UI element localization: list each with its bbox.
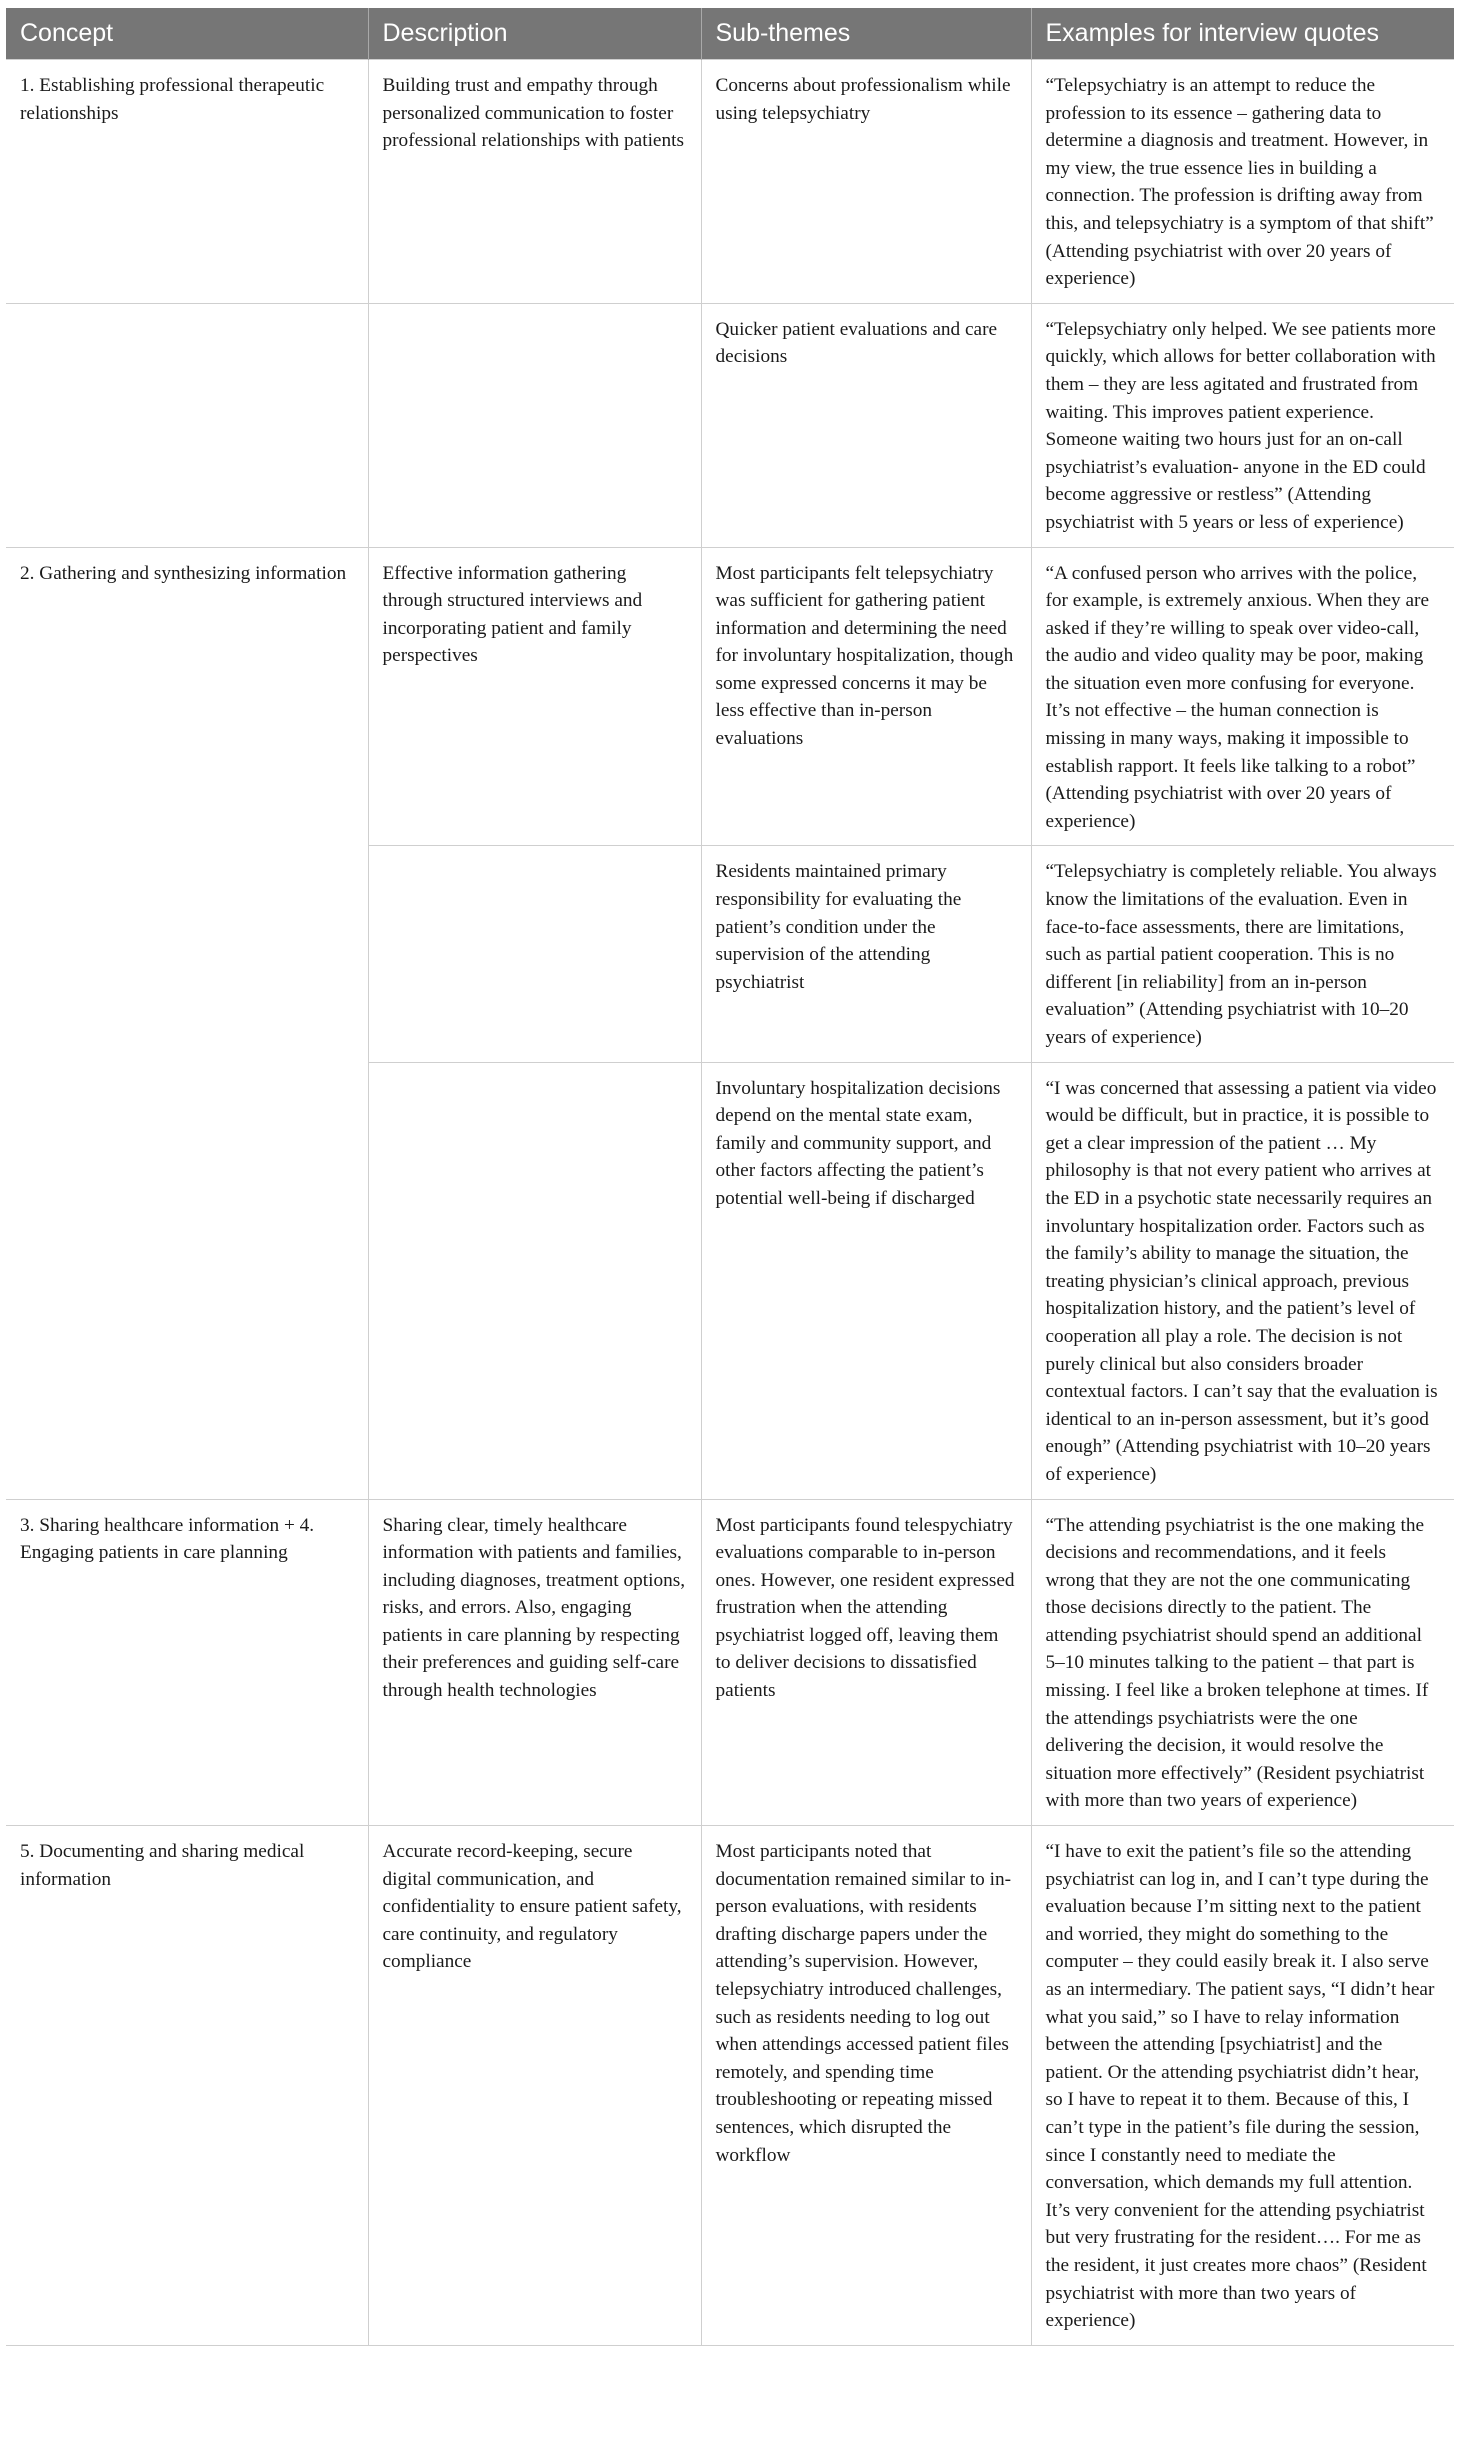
subtheme-cell: Most participants noted that documentation remained similar to in-person evaluations, with residents drafting discharge papers under the attending’s supervision. However, telepsychiatry introduced challenges, such as residents needing to log out when attendings accessed patient files remotely, and spending time troubleshooting or repeating missed sentences, which disrupted the workflow <box>701 1826 1031 2346</box>
table-header <box>6 8 1454 60</box>
header-sub-themes: Sub-themes <box>701 8 1031 60</box>
description-cell <box>368 303 701 547</box>
description-cell <box>368 846 701 1062</box>
concept-cell: 5. Documenting and sharing medical information <box>6 1826 368 2346</box>
subtheme-cell: Most participants found telespychiatry evaluations comparable to in-person ones. However, one resident expressed frustration when the attending psychiatrist logged off, leaving them to deliver decisions to dissatisfied patients <box>701 1499 1031 1826</box>
subtheme-cell: Involuntary hospitalization decisions depend on the mental state exam, family and community support, and other factors affecting the patient’s potential well-being if discharged <box>701 1062 1031 1499</box>
concept-cell: 1. Establishing professional therapeutic relationships <box>6 60 368 304</box>
concept-cell <box>6 1062 368 1499</box>
description-cell: Sharing clear, timely healthcare information with patients and families, including diagnoses, treatment options, risks, and errors. Also, engaging patients in care planning by respecting their preferences and guiding self-care through health technologies <box>368 1499 701 1826</box>
subtheme-cell: Concerns about professionalism while using telepsychiatry <box>701 60 1031 304</box>
subtheme-cell: Residents maintained primary responsibility for evaluating the patient’s condition under the supervision of the attending psychiatrist <box>701 846 1031 1062</box>
concept-cell <box>6 846 368 1062</box>
header-description: Description <box>368 8 701 60</box>
themes-table <box>6 8 1454 2346</box>
quote-cell: “I was concerned that assessing a patient via video would be difficult, but in practice, it is possible to get a clear impression of the patient … My philosophy is that not every patient who arrives at the ED in a psychotic state necessarily requires an involuntary hospitalization order. Factors such as the family’s ability to manage the situation, the treating physician’s clinical approach, previous hospitalization history, and the patient’s level of cooperation all play a role. The decision is not purely clinical but also considers broader contextual factors. I can’t say that the evaluation is identical to an in-person assessment, but it’s good enough” (Attending psychiatrist with 10–20 years of experience) <box>1031 1062 1454 1499</box>
quote-cell: “I have to exit the patient’s file so the attending psychiatrist can log in, and I can’t type during the evaluation because I’m sitting next to the patient and worried, they might do something to the computer – they could easily break it. I also serve as an intermediary. The patient says, “I didn’t hear what you said,” so I have to relay information between the attending [psychiatrist] and the patient. Or the attending psychiatrist didn’t hear, so I have to repeat it to them. Because of this, I can’t type in the patient’s file during the session, since I constantly need to mediate the conversation, which demands my full attention. It’s very convenient for the attending psychiatrist but very frustrating for the resident…. For me as the resident, it just creates more chaos” (Resident psychiatrist with more than two years of experience) <box>1031 1826 1454 2346</box>
quote-cell: “The attending psychiatrist is the one making the decisions and recommendations, and it feels wrong that they are not the one communicating those decisions directly to the patient. The attending psychiatrist should spend an additional 5–10 minutes talking to the patient – that part is missing. I feel like a broken telephone at times. If the attendings psychiatrists were the one delivering the decision, it would resolve the situation more effectively” (Resident psychiatrist with more than two years of experience) <box>1031 1499 1454 1826</box>
header-row <box>6 8 1454 60</box>
table-row <box>6 60 1454 304</box>
description-cell: Accurate record-keeping, secure digital communication, and confidentiality to ensure patient safety, care continuity, and regulatory compliance <box>368 1826 701 2346</box>
table-row <box>6 1826 1454 2346</box>
quote-cell: “Telepsychiatry is an attempt to reduce the profession to its essence – gathering data to determine a diagnosis and treatment. However, in my view, the true essence lies in building a connection. The profession is drifting away from this, and telepsychiatry is a symptom of that shift” (Attending psychiatrist with over 20 years of experience) <box>1031 60 1454 304</box>
table-body <box>6 60 1454 2346</box>
concept-cell: 2. Gathering and synthesizing information <box>6 547 368 846</box>
concept-cell: 3. Sharing healthcare information + 4. Engaging patients in care planning <box>6 1499 368 1826</box>
table-row <box>6 846 1454 1062</box>
quote-cell: “Telepsychiatry only helped. We see patients more quickly, which allows for better collaboration with them – they are less agitated and frustrated from waiting. This improves patient experience. Someone waiting two hours just for an on-call psychiatrist’s evaluation- anyone in the ED could become aggressive or restless” (Attending psychiatrist with 5 years or less of experience) <box>1031 303 1454 547</box>
concept-cell <box>6 303 368 547</box>
header-quotes: Examples for interview quotes <box>1031 8 1454 60</box>
description-cell <box>368 1062 701 1499</box>
table-row <box>6 547 1454 846</box>
quote-cell: “Telepsychiatry is completely reliable. You always know the limitations of the evaluation. Even in face-to-face assessments, there are limitations, such as partial patient cooperation. This is no different [in reliability] from an in-person evaluation” (Attending psychiatrist with 10–20 years of experience) <box>1031 846 1454 1062</box>
description-cell: Effective information gathering through structured interviews and incorporating patient and family perspectives <box>368 547 701 846</box>
table-row <box>6 1499 1454 1826</box>
quote-cell: “A confused person who arrives with the police, for example, is extremely anxious. When they are asked if they’re willing to speak over video-call, the audio and video quality may be poor, making the situation even more confusing for everyone. It’s not effective – the human connection is missing in many ways, making it impossible to establish rapport. It feels like talking to a robot” (Attending psychiatrist with over 20 years of experience) <box>1031 547 1454 846</box>
subtheme-cell: Quicker patient evaluations and care decisions <box>701 303 1031 547</box>
table-row <box>6 1062 1454 1499</box>
table-row <box>6 303 1454 547</box>
subtheme-cell: Most participants felt telepsychiatry was sufficient for gathering patient information and determining the need for involuntary hospitalization, though some expressed concerns it may be less effective than in-person evaluations <box>701 547 1031 846</box>
description-cell: Building trust and empathy through personalized communication to foster professional relationships with patients <box>368 60 701 304</box>
header-concept: Concept <box>6 8 368 60</box>
